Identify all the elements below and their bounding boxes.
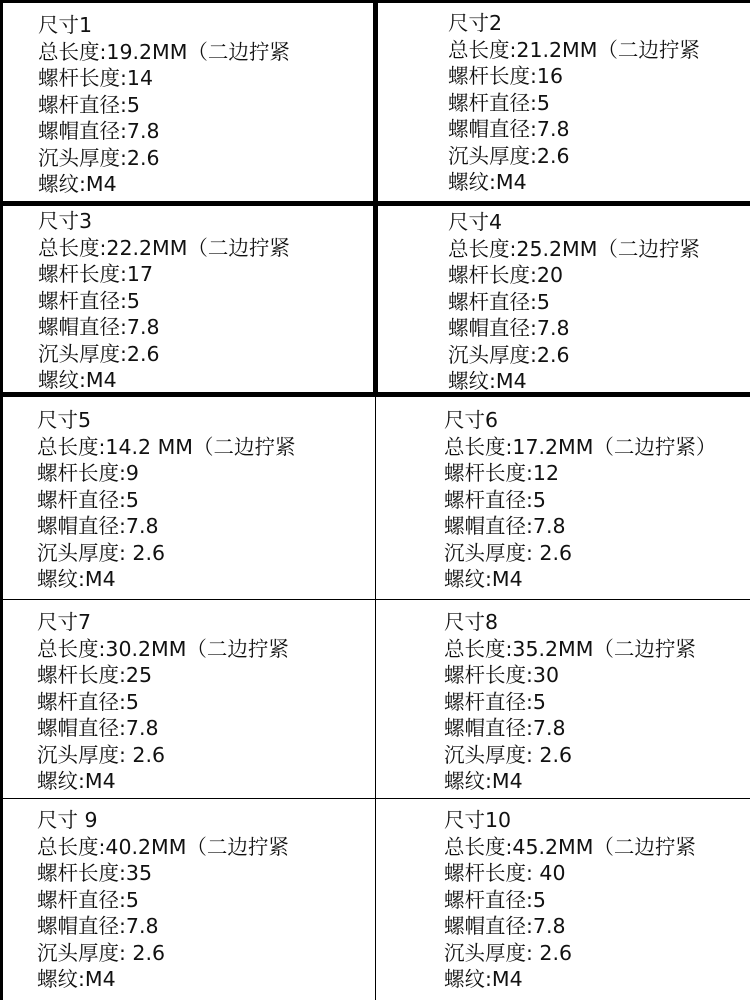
spec-total-length: 总长度:40.2MM（二边拧紧 <box>37 834 289 859</box>
spec-head-thickness: 沉头厚度: 2.6 <box>37 540 166 565</box>
size-title: 尺寸8 <box>444 610 499 634</box>
spec-total-length: 总长度:30.2MM（二边拧紧 <box>37 636 289 661</box>
divider-vertical-thick <box>373 0 378 395</box>
spec-thread: 螺纹:M4 <box>444 567 523 591</box>
spec-head-thickness: 沉头厚度: 2.6 <box>444 940 573 965</box>
spec-screw-length: 螺杆长度:9 <box>37 461 139 485</box>
size-title: 尺寸 9 <box>37 808 98 832</box>
spec-nut-diameter: 螺帽直径:7.8 <box>37 716 159 740</box>
size-title: 尺寸6 <box>444 408 499 432</box>
spec-nut-diameter: 螺帽直径:7.8 <box>37 514 159 538</box>
spec-screw-diameter: 螺杆直径:5 <box>444 887 546 912</box>
spec-total-length: 总长度:19.2MM（二边拧紧 <box>38 39 290 64</box>
spec-nut-diameter: 螺帽直径:7.8 <box>38 119 160 143</box>
spec-head-thickness: 沉头厚度: 2.6 <box>444 540 573 565</box>
spec-head-thickness: 沉头厚度: 2.6 <box>444 742 573 767</box>
spec-screw-length: 螺杆长度:35 <box>37 861 152 885</box>
spec-thread: 螺纹:M4 <box>38 172 117 196</box>
spec-screw-diameter: 螺杆直径:5 <box>444 487 546 512</box>
spec-nut-diameter: 螺帽直径:7.8 <box>444 716 566 740</box>
spec-total-length: 总长度:35.2MM（二边拧紧 <box>444 636 696 661</box>
spec-screw-length: 螺杆长度:20 <box>448 263 563 287</box>
spec-thread: 螺纹:M4 <box>37 567 116 591</box>
spec-screw-length: 螺杆长度:17 <box>38 262 153 286</box>
size-cell-3 <box>38 208 368 394</box>
size-title: 尺寸10 <box>444 808 512 832</box>
spec-head-thickness: 沉头厚度: 2.6 <box>37 940 166 965</box>
spec-nut-diameter: 螺帽直径:7.8 <box>448 316 570 340</box>
spec-screw-length: 螺杆长度:25 <box>37 663 152 687</box>
spec-screw-length: 螺杆长度:14 <box>38 66 153 90</box>
divider-row-4 <box>0 798 750 799</box>
spec-thread: 螺纹:M4 <box>37 769 116 793</box>
spec-total-length: 总长度:45.2MM（二边拧紧 <box>444 834 696 859</box>
spec-screw-diameter: 螺杆直径:5 <box>38 92 140 117</box>
spec-total-length: 总长度:25.2MM（二边拧紧 <box>448 236 700 261</box>
size-title: 尺寸7 <box>37 610 92 634</box>
spec-thread: 螺纹:M4 <box>444 967 523 991</box>
spec-screw-length: 螺杆长度:30 <box>444 663 559 687</box>
size-cell-7 <box>37 609 367 795</box>
size-title: 尺寸3 <box>38 209 93 233</box>
divider-vertical-thin <box>375 395 376 1000</box>
divider-row-1 <box>0 201 750 206</box>
spec-total-length: 总长度:22.2MM（二边拧紧 <box>38 235 290 260</box>
spec-thread: 螺纹:M4 <box>37 967 116 991</box>
spec-screw-diameter: 螺杆直径:5 <box>444 689 546 714</box>
size-cell-5 <box>37 407 367 593</box>
spec-screw-diameter: 螺杆直径:5 <box>37 689 139 714</box>
size-cell-9 <box>37 807 367 993</box>
spec-nut-diameter: 螺帽直径:7.8 <box>444 514 566 538</box>
spec-thread: 螺纹:M4 <box>38 368 117 392</box>
size-title: 尺寸5 <box>37 408 92 432</box>
spec-screw-diameter: 螺杆直径:5 <box>37 487 139 512</box>
size-cell-8 <box>444 609 750 795</box>
spec-thread: 螺纹:M4 <box>444 769 523 793</box>
border-left <box>0 0 3 1000</box>
size-cell-2 <box>448 10 750 196</box>
size-title: 尺寸2 <box>448 11 503 35</box>
spec-total-length: 总长度:14.2 MM（二边拧紧 <box>37 434 296 459</box>
spec-screw-length: 螺杆长度:16 <box>448 64 563 88</box>
spec-head-thickness: 沉头厚度:2.6 <box>448 143 570 168</box>
spec-head-thickness: 沉头厚度:2.6 <box>38 145 160 170</box>
size-cell-1 <box>38 12 368 198</box>
spec-thread: 螺纹:M4 <box>448 369 527 393</box>
spec-screw-diameter: 螺杆直径:5 <box>448 289 550 314</box>
spec-nut-diameter: 螺帽直径:7.8 <box>444 914 566 938</box>
size-title: 尺寸1 <box>38 13 93 37</box>
divider-row-3 <box>0 599 750 600</box>
spec-total-length: 总长度:17.2MM（二边拧紧） <box>444 434 717 459</box>
size-cell-10 <box>444 807 750 993</box>
spec-head-thickness: 沉头厚度:2.6 <box>448 342 570 367</box>
spec-head-thickness: 沉头厚度:2.6 <box>38 341 160 366</box>
size-title: 尺寸4 <box>448 210 503 234</box>
spec-screw-diameter: 螺杆直径:5 <box>38 288 140 313</box>
spec-nut-diameter: 螺帽直径:7.8 <box>448 117 570 141</box>
spec-total-length: 总长度:21.2MM（二边拧紧 <box>448 37 700 62</box>
spec-screw-length: 螺杆长度: 40 <box>444 861 566 885</box>
spec-thread: 螺纹:M4 <box>448 170 527 194</box>
spec-screw-length: 螺杆长度:12 <box>444 461 559 485</box>
spec-head-thickness: 沉头厚度: 2.6 <box>37 742 166 767</box>
spec-nut-diameter: 螺帽直径:7.8 <box>38 315 160 339</box>
spec-screw-diameter: 螺杆直径:5 <box>37 887 139 912</box>
spec-nut-diameter: 螺帽直径:7.8 <box>37 914 159 938</box>
size-cell-4 <box>448 209 750 395</box>
spec-screw-diameter: 螺杆直径:5 <box>448 90 550 115</box>
size-cell-6 <box>444 407 750 593</box>
